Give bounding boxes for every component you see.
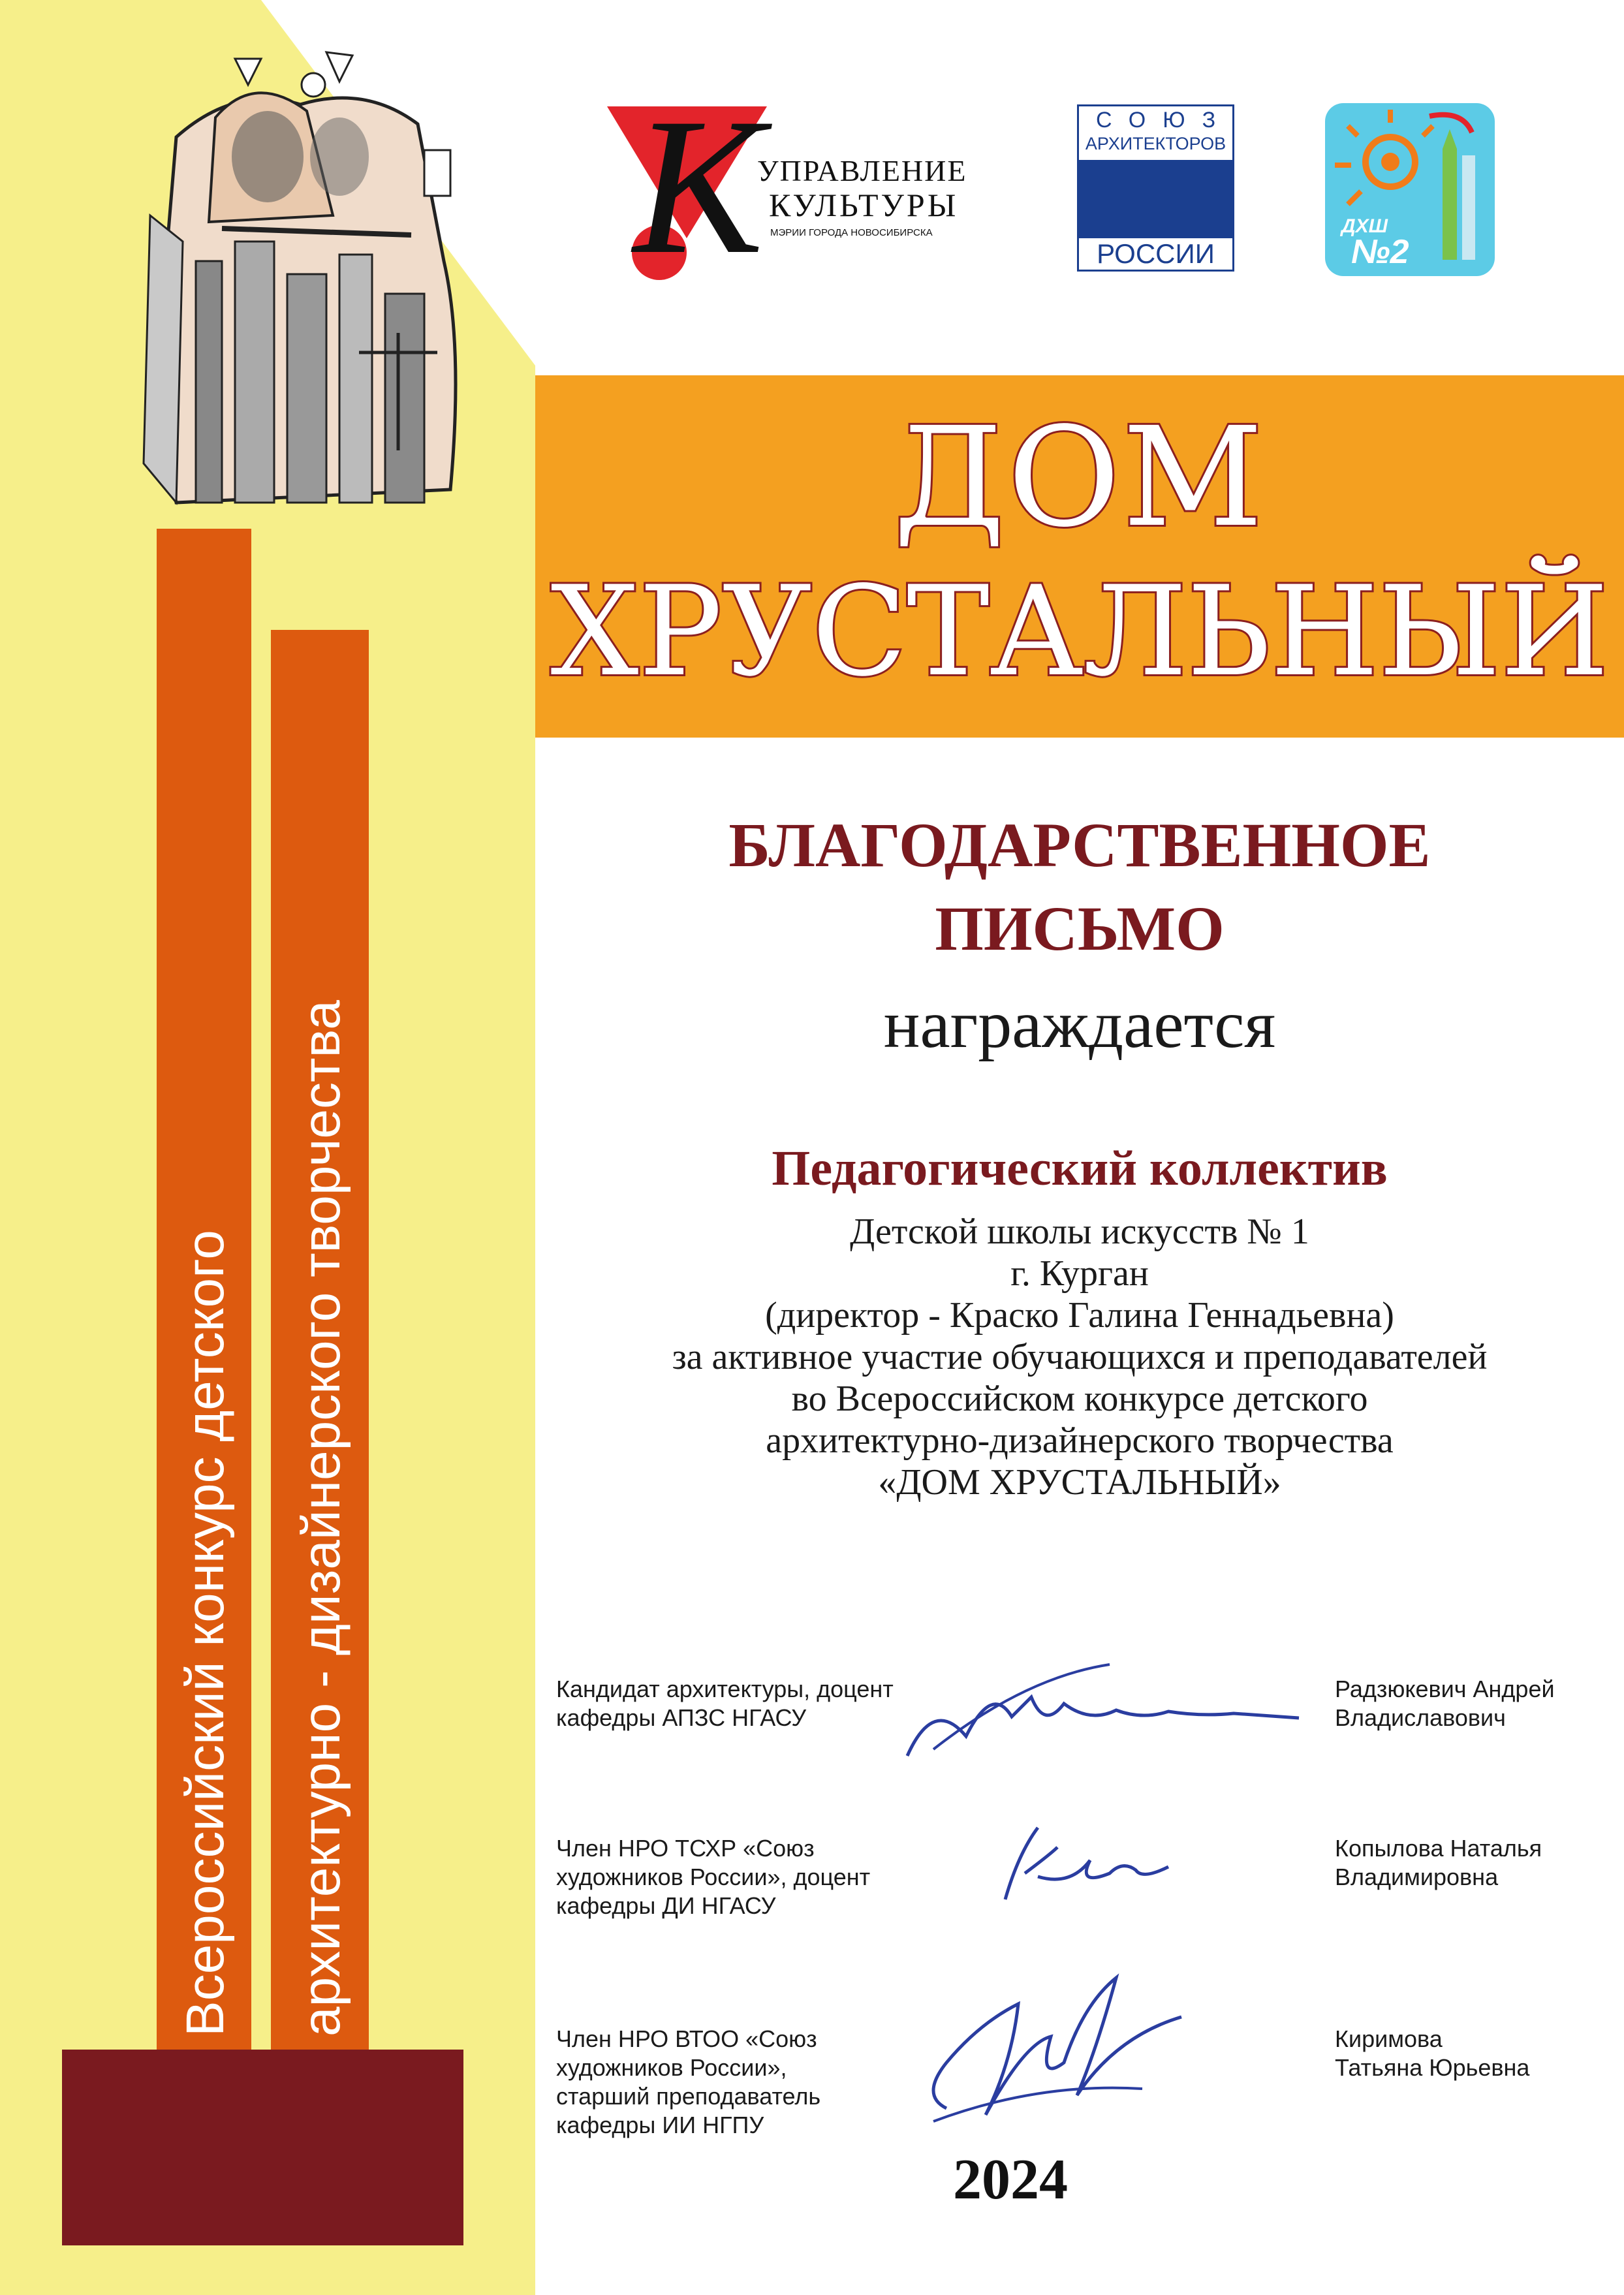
detail-line-1: Детской школы искусств № 1: [850, 1211, 1309, 1252]
signature-3: [907, 1965, 1195, 2141]
detail-line-4: за активное участие обучающихся и преподавателей: [672, 1337, 1488, 1377]
detail-line-5: во Всероссийском конкурсе детского: [791, 1379, 1368, 1419]
signatory-1-name: [1335, 1675, 1555, 1732]
signatory-3-name: [1335, 2025, 1529, 2082]
art-school-logo-line1: ДХШ: [1341, 215, 1388, 237]
sig1-name-line2: Владиславович: [1335, 1704, 1506, 1731]
recipient-name: Педагогический коллектив: [772, 1141, 1388, 1196]
city-illustration: [137, 46, 483, 529]
award-heading-1: БЛАГОДАРСТВЕННОЕ: [728, 810, 1431, 880]
culture-logo-line2: КУЛЬТУРЫ: [769, 187, 959, 223]
architects-logo-block: [1079, 160, 1232, 238]
culture-logo-letter: К: [633, 78, 764, 294]
signature-1: [894, 1658, 1312, 1775]
awarded-label: награждается: [883, 987, 1276, 1062]
culture-logo-line3: МЭРИИ ГОРОДА НОВОСИБИРСКА: [770, 227, 933, 238]
signature-2: [979, 1815, 1188, 1912]
sig2-pos-line1: Член НРО ТСХР «Союз: [556, 1835, 815, 1862]
sig2-name-line2: Владимировна: [1335, 1864, 1499, 1890]
architects-logo-line2: АРХИТЕКТОРОВ: [1085, 134, 1226, 153]
architects-logo-line3: РОССИИ: [1097, 238, 1215, 269]
detail-line-2: г. Курган: [1010, 1253, 1149, 1294]
sig3-name-line2: Татьяна Юрьевна: [1335, 2054, 1530, 2081]
sig3-name-line1: Киримова: [1335, 2025, 1443, 2052]
title-line-1: ДОМ: [894, 398, 1266, 557]
sidebar-base-block: [62, 2050, 463, 2245]
sig3-pos-line2: художников России»,: [556, 2054, 787, 2081]
award-heading-2: ПИСЬМО: [935, 894, 1225, 963]
sig2-name-line1: Копылова Наталья: [1335, 1835, 1542, 1862]
sig3-pos-line3: старший преподаватель: [556, 2083, 821, 2110]
sig1-name-line1: Радзюкевич Андрей: [1335, 1676, 1555, 1702]
culture-logo-line1: УПРАВЛЕНИЕ: [757, 154, 967, 187]
detail-line-7: «ДОМ ХРУСТАЛЬНЫЙ»: [878, 1462, 1281, 1503]
signatory-2-position: [556, 1834, 870, 1920]
sidebar-text-1: Всероссийский конкурс детского: [176, 1230, 235, 2037]
sidebar-text-2: архитектурно - дизайнерского творчества: [292, 1000, 351, 2037]
sig2-pos-line3: кафедры ДИ НГАСУ: [556, 1892, 776, 1919]
art-school-logo: [1325, 103, 1495, 276]
year: 2024: [953, 2148, 1068, 2211]
sig3-pos-line1: Член НРО ВТОО «Союз: [556, 2025, 817, 2052]
title-line-2: ХРУСТАЛЬНЫЙ: [550, 559, 1609, 704]
art-school-logo-line2: №2: [1351, 233, 1409, 271]
title-band: [535, 375, 1624, 738]
sig1-pos-line1: Кандидат архитектуры, доцент: [556, 1676, 894, 1702]
sig1-pos-line2: кафедры АПЗС НГАСУ: [556, 1704, 807, 1731]
sig2-pos-line2: художников России», доцент: [556, 1864, 871, 1890]
award-details: [535, 1211, 1624, 1503]
detail-line-3: (директор - Краско Галина Геннадьевна): [765, 1295, 1394, 1335]
sig3-pos-line4: кафедры ИИ НГПУ: [556, 2112, 764, 2138]
signatory-2-name: [1335, 1834, 1542, 1892]
detail-line-6: архитектурно-дизайнерского творчества: [766, 1420, 1394, 1461]
architects-union-logo: [1077, 104, 1234, 272]
signatory-3-position: [556, 2025, 820, 2140]
signatory-1-position: [556, 1675, 894, 1732]
architects-logo-line1: СОЮЗ: [1096, 108, 1233, 133]
culture-logo: [607, 78, 992, 294]
